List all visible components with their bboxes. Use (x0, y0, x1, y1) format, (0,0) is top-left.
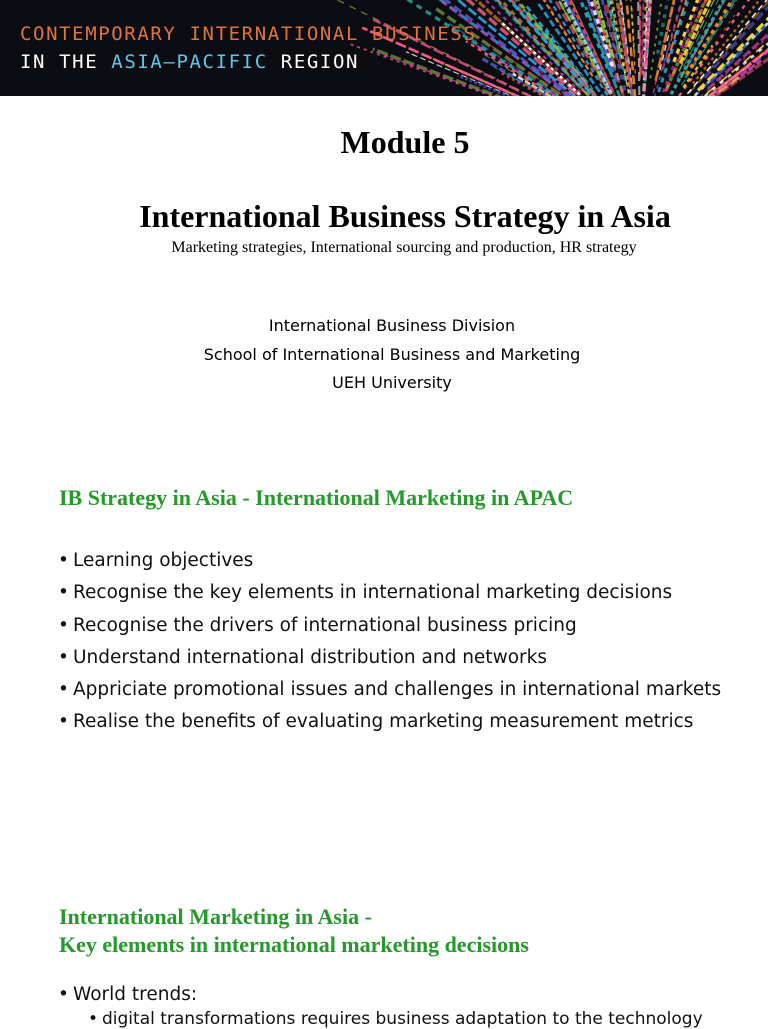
slide-title: International Business Strategy in Asia (0, 198, 768, 235)
org-line-school: School of International Business and Marketing (0, 345, 768, 364)
banner-line2-highlight: ASIA–PACIFIC (111, 51, 267, 73)
learning-objectives-list (58, 548, 721, 742)
color-burst-graphic (0, 0, 768, 96)
section-heading-marketing-apac: IB Strategy in Asia - International Marketing in APAC (59, 484, 573, 512)
list-item: • Recognise the drivers of international business pricing (58, 613, 721, 645)
org-line-division: International Business Division (0, 316, 768, 335)
slide-subtitle: Marketing strategies, International sourcing and production, HR strategy (0, 239, 768, 257)
section-heading-key-elements (59, 903, 529, 959)
list-item: • Realise the benefits of evaluating marketing measurement metrics (58, 709, 721, 741)
list-item: • Understand international distribution and networks (58, 645, 721, 677)
list-item: • Appriciate promotional issues and challenges in international markets (58, 677, 721, 709)
org-line-university: UEH University (0, 373, 768, 392)
banner-title-line1: CONTEMPORARY INTERNATIONAL BUSINESS (20, 25, 476, 44)
list-item: • digital transformations requires business adaptation to the technology (88, 1009, 703, 1029)
world-trends-sublist (88, 1009, 703, 1029)
list-item: • World trends: (58, 982, 197, 1014)
burst-ray (642, 0, 644, 73)
header-banner (0, 0, 768, 96)
module-title: Module 5 (0, 124, 768, 161)
banner-title-line2 (20, 53, 359, 72)
heading-line-2: Key elements in international marketing decisions (59, 931, 529, 959)
banner-line2-start: IN THE (20, 51, 111, 73)
list-item: • Recognise the key elements in international marketing decisions (58, 580, 721, 612)
heading-line-1: International Marketing in Asia - (59, 903, 529, 931)
banner-line2-end: REGION (268, 51, 359, 73)
list-item: • Learning objectives (58, 548, 721, 580)
